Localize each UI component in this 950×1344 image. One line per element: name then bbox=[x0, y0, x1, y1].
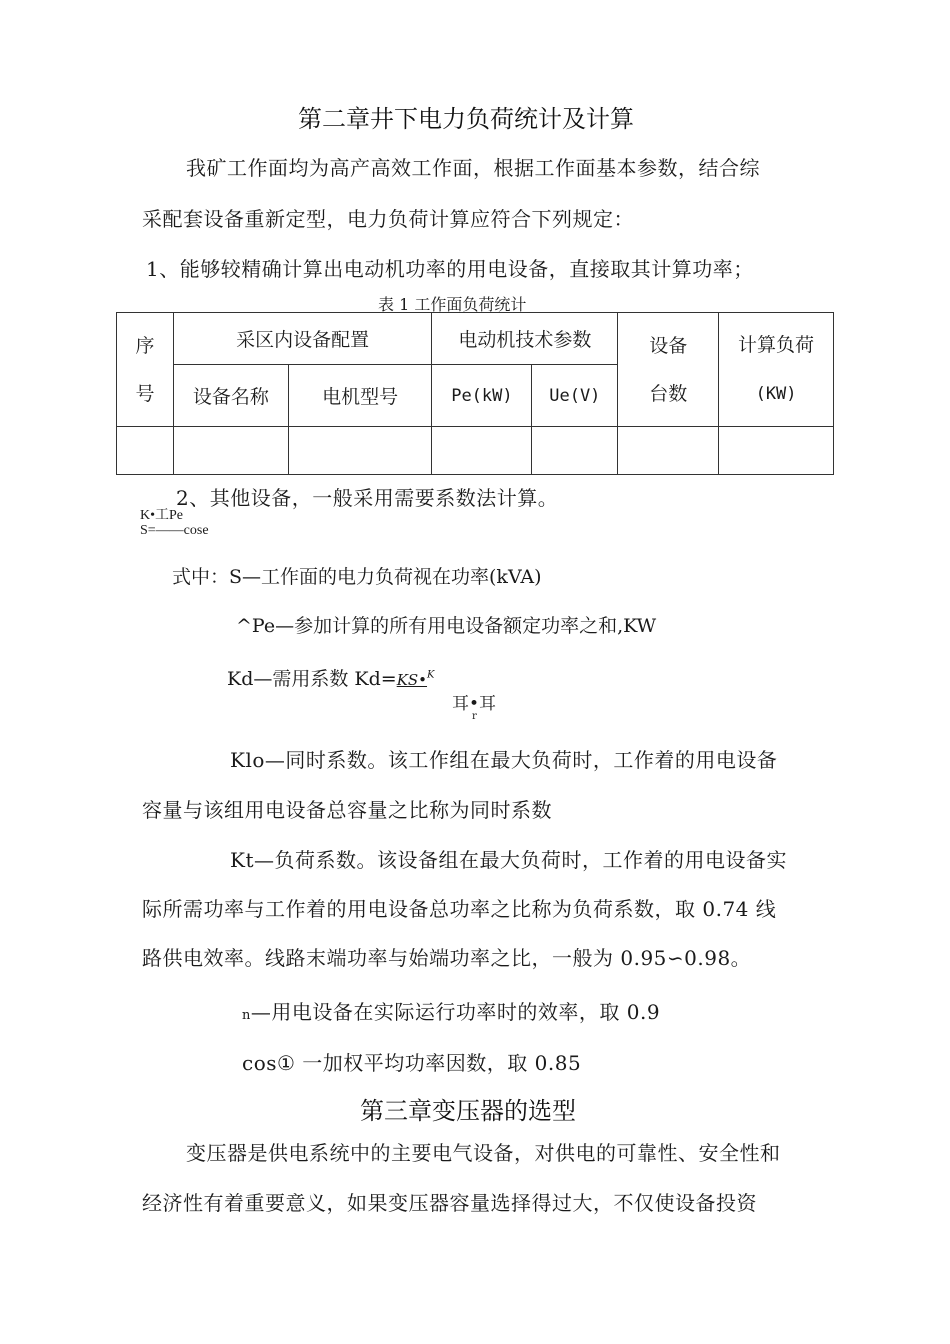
paragraph-line: 容量与该组用电设备总容量之比称为同时系数 bbox=[142, 798, 552, 822]
definition-kd bbox=[227, 664, 435, 691]
definition-s: 式中：S—工作面的电力负荷视在功率(kVA) bbox=[172, 566, 542, 588]
paragraph-line: 际所需功率与工作着的用电设备总功率之比称为负荷系数，取 0.74 线 bbox=[142, 897, 777, 921]
header-count bbox=[618, 313, 719, 427]
paragraph-line: 经济性有着重要意义，如果变压器容量选择得过大，不仅使设备投资 bbox=[142, 1191, 757, 1215]
paragraph-line: 我矿工作面均为高产高效工作面，根据工作面基本参数，结合综 bbox=[186, 156, 760, 180]
header-index bbox=[117, 313, 174, 427]
header-calc-load bbox=[719, 313, 834, 427]
table-cell bbox=[173, 427, 288, 475]
header-calc-load-line2: (KW) bbox=[755, 384, 797, 404]
definition-kt: Kt—负荷系数。该设备组在最大负荷时，工作着的用电设备实 bbox=[230, 848, 787, 872]
header-motor-params: 电动机技术参数 bbox=[432, 313, 618, 365]
header-equipment-config: 采区内设备配置 bbox=[173, 313, 432, 365]
table-cell bbox=[432, 427, 532, 475]
header-calc-load-line1: 计算负荷 bbox=[738, 334, 815, 356]
definition-pe: ^Pe—参加计算的所有用电设备额定功率之和,KW bbox=[236, 615, 657, 637]
table-caption: 表 1 工作面负荷统计 bbox=[378, 295, 527, 314]
paragraph-line: 变压器是供电系统中的主要电气设备，对供电的可靠性、安全性和 bbox=[186, 1141, 781, 1165]
definition-n bbox=[242, 996, 660, 1025]
formula-line: S=——cose bbox=[140, 523, 209, 538]
chapter-3-title: 第三章变压器的选型 bbox=[360, 1097, 576, 1125]
load-statistics-table bbox=[116, 312, 834, 475]
header-index-line2: 号 bbox=[135, 382, 155, 405]
formula-numerator: K•工Pe bbox=[140, 508, 184, 523]
header-motor-model: 电机型号 bbox=[288, 365, 432, 427]
table-cell bbox=[618, 427, 719, 475]
header-count-line2: 台数 bbox=[649, 382, 688, 405]
definition-n-text: —用电设备在实际运行功率时的效率，取 0.9 bbox=[250, 1000, 661, 1024]
kd-formula-sup: K bbox=[427, 669, 435, 681]
definition-kd-text: Kd—需用系数 Kd= bbox=[227, 668, 397, 690]
table-cell bbox=[288, 427, 432, 475]
paragraph-line: 采配套设备重新定型，电力负荷计算应符合下列规定： bbox=[142, 207, 634, 231]
header-index-line1: 序 bbox=[135, 334, 155, 357]
table-row bbox=[117, 427, 834, 475]
table-cell bbox=[719, 427, 834, 475]
header-ue: Ue(V) bbox=[532, 365, 618, 427]
table-cell bbox=[532, 427, 618, 475]
definition-n-symbol: n bbox=[242, 1008, 251, 1023]
kd-formula-subscript: r bbox=[472, 711, 477, 722]
definition-klo: Klo—同时系数。该工作组在最大负荷时，工作着的用电设备 bbox=[230, 748, 778, 772]
chapter-2-title: 第二章井下电力负荷统计及计算 bbox=[298, 105, 634, 133]
header-equipment-name: 设备名称 bbox=[173, 365, 288, 427]
paragraph-line: 路供电效率。线路末端功率与始端功率之比，一般为 0.95∽0.98。 bbox=[142, 946, 752, 970]
header-pe: Pe(kW) bbox=[432, 365, 532, 427]
kd-formula: KS• bbox=[396, 671, 428, 689]
kd-formula-denominator: 耳•耳 bbox=[452, 694, 497, 714]
table-cell bbox=[117, 427, 174, 475]
header-count-line1: 设备 bbox=[649, 334, 688, 357]
list-item-2: 2、其他设备，一般采用需要系数法计算。 bbox=[176, 486, 559, 510]
definition-cos: cos① 一加权平均功率因数，取 0.85 bbox=[242, 1051, 582, 1075]
list-item-1: 1、能够较精确计算出电动机功率的用电设备，直接取其计算功率； bbox=[146, 257, 754, 281]
